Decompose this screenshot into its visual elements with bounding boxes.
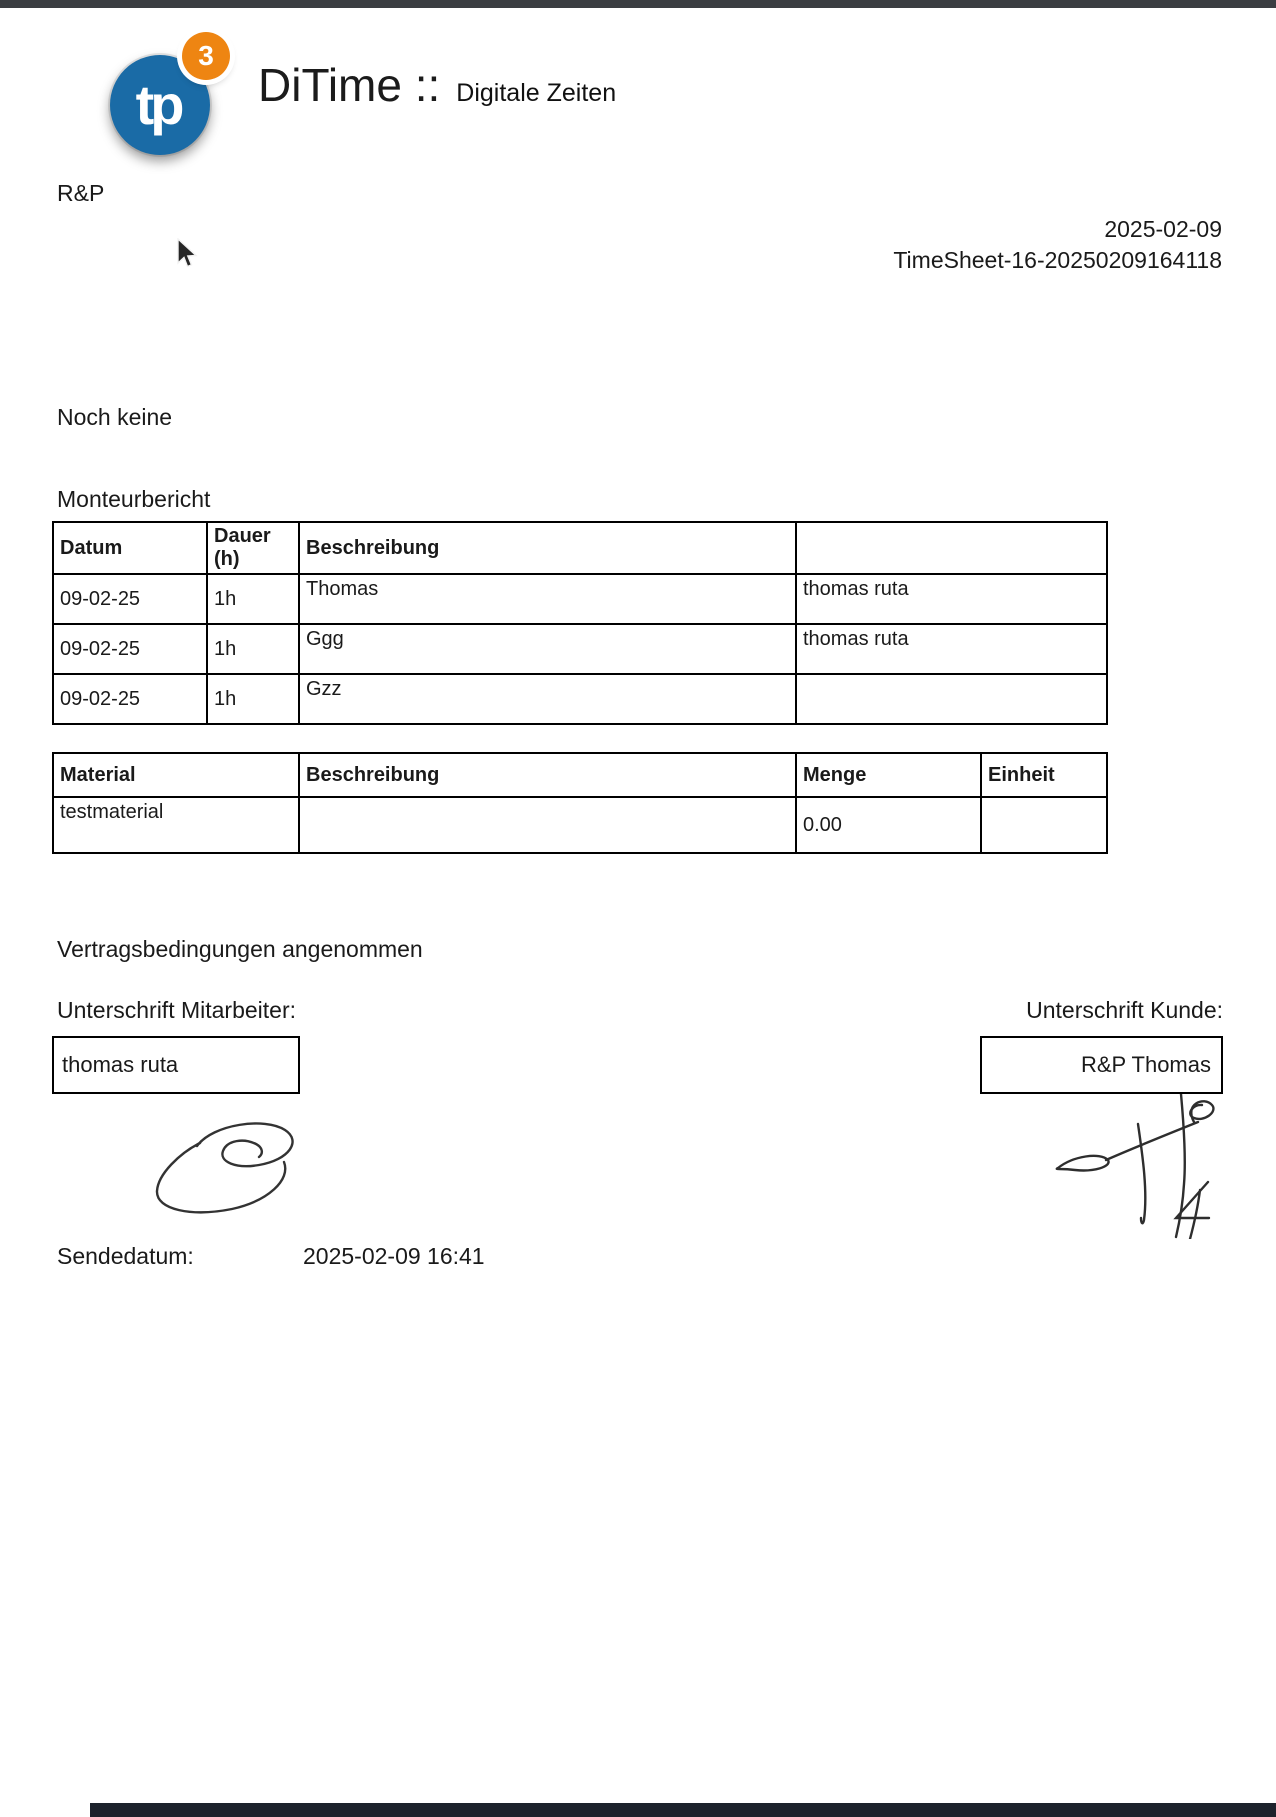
logo-badge-number: 3 bbox=[198, 40, 214, 71]
customer-signature-scribble bbox=[1048, 1094, 1238, 1239]
material-col-material: Material bbox=[53, 753, 299, 797]
app-title-row bbox=[258, 58, 616, 112]
status-note: Noch keine bbox=[57, 404, 173, 430]
app-title: DiTime :: bbox=[258, 59, 441, 111]
material-table-header-row bbox=[53, 753, 1107, 797]
report-cell-dauer: 1h bbox=[207, 674, 299, 724]
customer-signature-box bbox=[980, 1036, 1223, 1094]
report-col-beschreibung: Beschreibung bbox=[299, 522, 796, 574]
report-col-datum: Datum bbox=[53, 522, 207, 574]
app-subtitle: Digitale Zeiten bbox=[456, 79, 617, 107]
report-table-row bbox=[53, 674, 1107, 724]
employee-signature-box bbox=[52, 1036, 300, 1094]
report-cell-beschreibung: Ggg bbox=[299, 624, 796, 674]
material-col-beschreibung: Beschreibung bbox=[299, 753, 796, 797]
mouse-cursor-icon bbox=[176, 238, 202, 270]
report-table-header-row bbox=[53, 522, 1107, 574]
document-number: TimeSheet-16-20250209164118 bbox=[893, 247, 1222, 273]
report-cell-unterschrift: thomas ruta bbox=[796, 624, 1107, 674]
customer-name: R&P bbox=[57, 180, 105, 206]
employee-signature-name: thomas ruta bbox=[62, 1052, 179, 1077]
material-cell-menge: 0.00 bbox=[796, 797, 981, 853]
report-cell-dauer: 1h bbox=[207, 574, 299, 624]
material-table-row bbox=[53, 797, 1107, 853]
material-col-menge: Menge bbox=[796, 753, 981, 797]
material-col-einheit: Einheit bbox=[981, 753, 1107, 797]
report-cell-unterschrift bbox=[796, 674, 1107, 724]
report-cell-unterschrift: thomas ruta bbox=[796, 574, 1107, 624]
logo-tp-text: tp bbox=[135, 73, 181, 136]
sent-date-value: 2025-02-09 16:41 bbox=[303, 1243, 485, 1269]
logo-badge-icon bbox=[182, 32, 230, 80]
report-cell-datum: 09-02-25 bbox=[53, 574, 207, 624]
customer-signature-name: R&P Thomas bbox=[1080, 1052, 1211, 1077]
report-cell-datum: 09-02-25 bbox=[53, 624, 207, 674]
report-cell-datum: 09-02-25 bbox=[53, 674, 207, 724]
report-table-row bbox=[53, 624, 1107, 674]
report-col-empty bbox=[796, 522, 1107, 574]
report-table-row bbox=[53, 574, 1107, 624]
report-cell-dauer: 1h bbox=[207, 624, 299, 674]
window-top-bar bbox=[0, 0, 1276, 8]
report-col-dauer: Dauer (h) bbox=[207, 522, 299, 574]
employee-signature-label: Unterschrift Mitarbeiter: bbox=[57, 997, 297, 1023]
material-table bbox=[52, 752, 1108, 854]
customer-signature-label: Unterschrift Kunde: bbox=[1026, 997, 1223, 1023]
report-cell-beschreibung: Thomas bbox=[299, 574, 796, 624]
employee-signature-scribble bbox=[140, 1112, 310, 1217]
terms-accepted-note: Vertragsbedingungen angenommen bbox=[57, 936, 423, 962]
document-date: 2025-02-09 bbox=[1104, 216, 1222, 242]
report-cell-beschreibung: Gzz bbox=[299, 674, 796, 724]
material-cell-einheit bbox=[981, 797, 1107, 853]
window-bottom-bar bbox=[90, 1803, 1276, 1817]
material-cell-beschreibung bbox=[299, 797, 796, 853]
material-cell-material: testmaterial bbox=[53, 797, 299, 853]
report-table bbox=[52, 521, 1108, 725]
report-title: Monteurbericht bbox=[57, 486, 211, 512]
sent-date-label: Sendedatum: bbox=[57, 1243, 194, 1269]
